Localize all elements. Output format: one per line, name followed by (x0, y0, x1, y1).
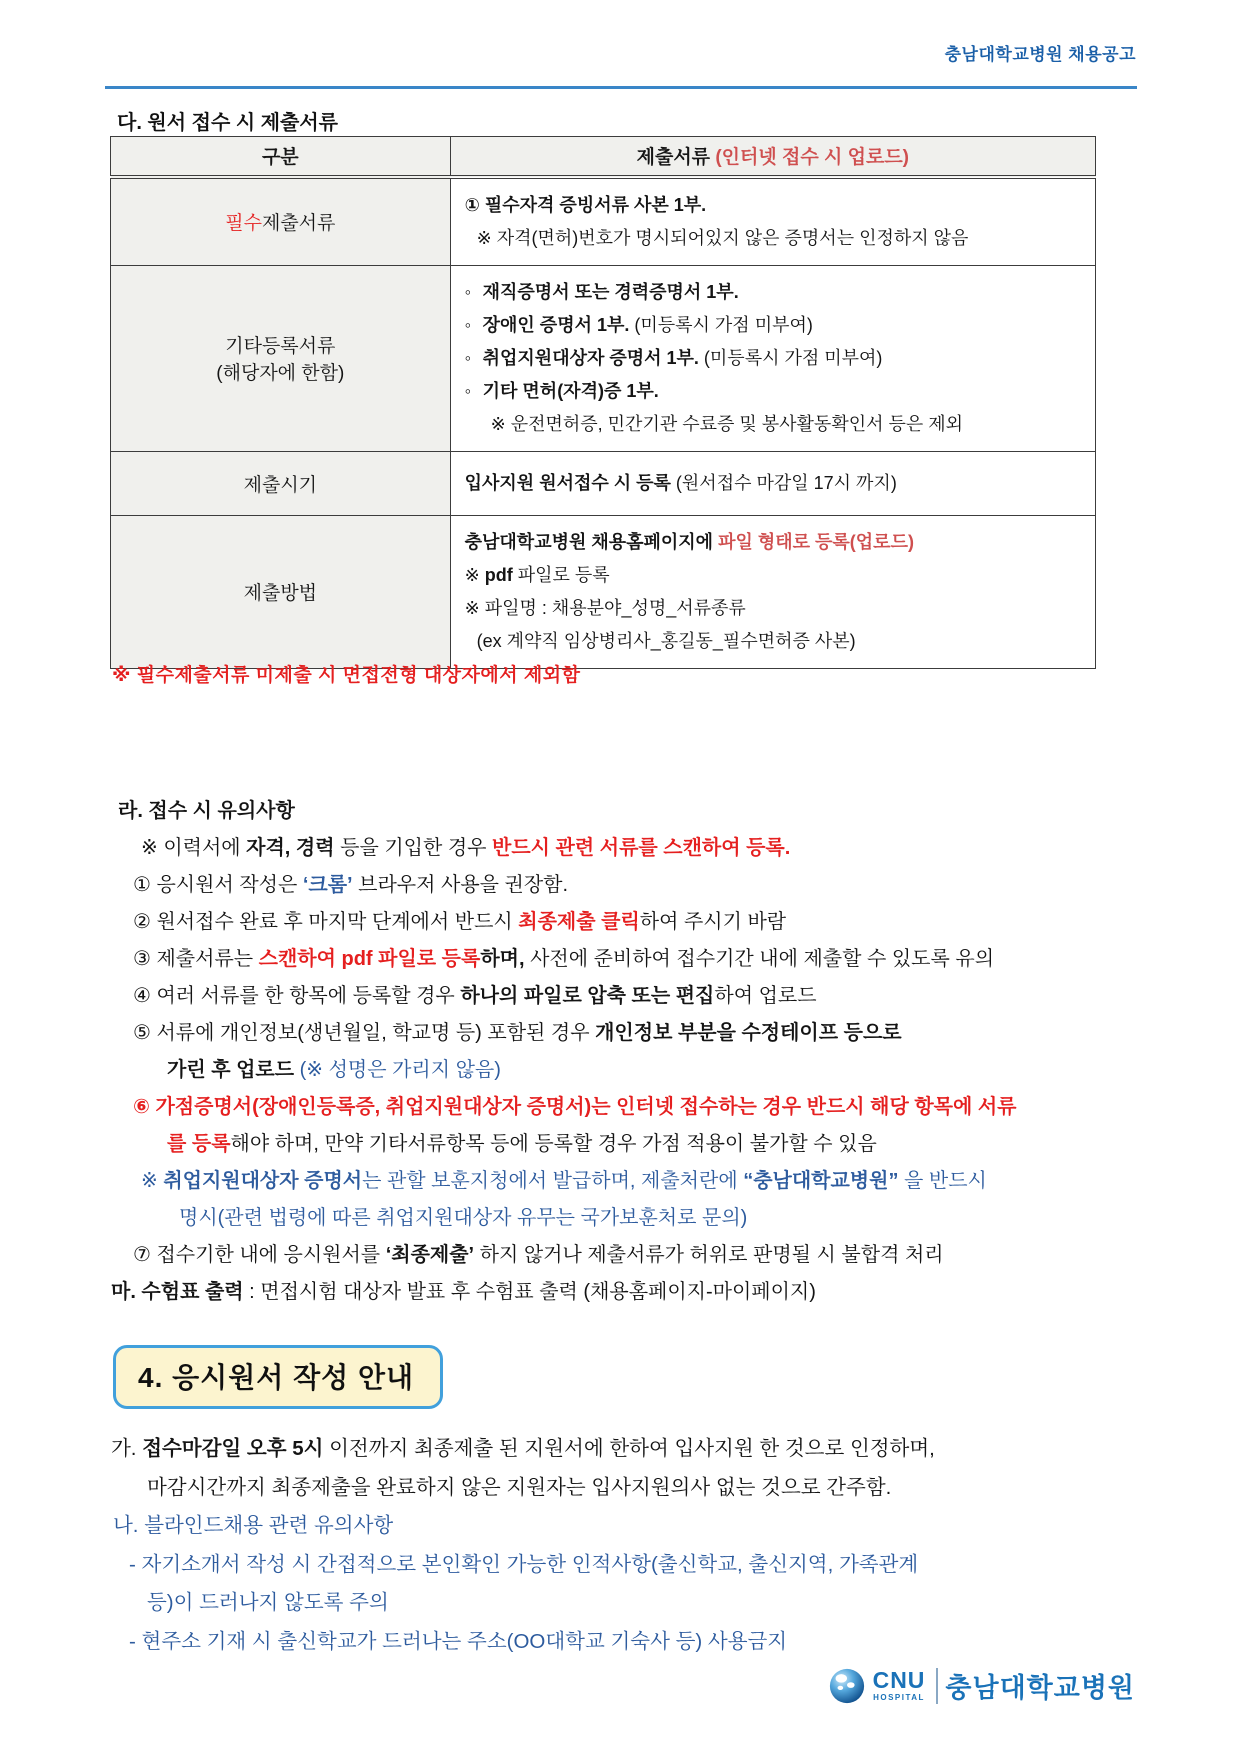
item2-rest: 하여 주시기 바람 (639, 911, 787, 933)
table-row-other-docs (111, 265, 1096, 451)
ra-note2-line2: 명시(관련 법령에 따른 취업지원대상자 유무는 국가보훈처로 문의) (179, 1207, 748, 1229)
submit-time-label-cell: 제출시기 (111, 451, 451, 515)
note1-red: 반드시 관련 서류를 스캔하여 등록. (492, 837, 791, 859)
ra-item1 (105, 867, 1140, 904)
submit-method-content-cell (450, 515, 1095, 668)
note2-mid2: 을 반드시 (898, 1170, 987, 1192)
bullet3-text: 취업지원대상자 증명서 1부. (482, 347, 699, 368)
method-line2-bold: pdf (484, 564, 513, 585)
item7-rest: 하지 않거나 제출서류가 허위로 판명될 시 불합격 처리 (474, 1244, 944, 1266)
method-line1-bold: 충남대학교병원 채용홈페이지에 (464, 531, 719, 552)
ra-item3 (105, 941, 1140, 978)
required-label-rest: 제출서류 (261, 213, 336, 234)
s4-ga-line2: 마감시간까지 최종제출을 완료하지 않은 지원자는 입사지원의사 없는 것으로 간주함. (147, 1475, 892, 1499)
method-line2-rest: 파일로 등록 (512, 564, 610, 585)
ra-item7 (105, 1237, 1140, 1274)
item3-pre: ③ 제출서류는 (133, 948, 259, 970)
other-docs-bullet3 (465, 342, 1081, 375)
header-documents-label: 제출서류 (636, 147, 716, 169)
globe-icon (828, 1667, 866, 1705)
table-header-row (111, 137, 1096, 177)
ra-ma-line (105, 1274, 1140, 1311)
note2-mid1: 는 관할 보훈지청에서 발급하며, 제출처란에 (362, 1170, 744, 1192)
table-header-documents (450, 137, 1095, 177)
item5-pre: ⑤ 서류에 개인정보(생년월일, 학교명 등) 포함된 경우 (133, 1022, 596, 1044)
ma-rest: : 면접시험 대상자 발표 후 수험표 출력 (채용홈페이지-마이페이지) (243, 1281, 816, 1303)
section4-body (105, 1430, 1140, 1661)
other-docs-bullet1 (465, 276, 1081, 309)
required-docs-line2: ※ 자격(면허)번호가 명시되어있지 않은 증명서는 인정하지 않음 (476, 227, 969, 248)
other-docs-label-line1: 기타등록서류 (225, 336, 336, 357)
logo-hospital-text: HOSPITAL (873, 1693, 925, 1702)
note1-mid: 등을 기입한 경우 (334, 837, 493, 859)
required-docs-line1: ① 필수자격 증빙서류 사본 1부. (464, 194, 707, 215)
logo-cnu-text: CNU (872, 1667, 926, 1693)
other-docs-bullet4 (465, 375, 1081, 408)
note2-bold1: 취업지원대상자 증명서 (163, 1170, 363, 1192)
page-header-title: 충남대학교병원 채용공고 (944, 45, 1136, 64)
bullet2-text: 장애인 증명서 1부. (482, 314, 630, 335)
item6-red: 를 등록 (167, 1133, 231, 1155)
other-docs-bullet2 (465, 309, 1081, 342)
section-ra-heading: 라. 접수 시 유의사항 (118, 800, 295, 822)
note1-bold: 자격, 경력 (246, 837, 335, 859)
ga-rest: 이전까지 최종제출 된 지원서에 한하여 입사지원 한 것으로 인정하며, (323, 1437, 935, 1460)
required-docs-label-cell (111, 177, 451, 266)
item5-blue: (※ 성명은 가리지 않음) (299, 1059, 501, 1081)
item1-rest: 브라우저 사용을 권장함. (352, 874, 569, 896)
note2-pre: ※ (141, 1170, 164, 1192)
bullet-icon: ◦ (464, 314, 472, 335)
note1-pre: ※ 이력서에 (141, 837, 247, 859)
ma-bold: 마. 수험표 출력 (111, 1281, 244, 1303)
bullet2-note: (미등록시 가점 미부여) (629, 314, 813, 335)
method-line1-red: 파일 형태로 등록(업로드) (718, 531, 914, 552)
submit-time-bold: 입사지원 원서접수 시 등록 (464, 472, 671, 493)
item2-pre: ② 원서접수 완료 후 마지막 단계에서 반드시 (133, 911, 519, 933)
table-red-note: ※ 필수제출서류 미제출 시 면접전형 대상자에서 제외함 (112, 665, 581, 686)
item7-bold: ‘최종제출’ (385, 1244, 475, 1266)
bullet3-note: (미등록시 가점 미부여) (698, 347, 883, 368)
logo-cnu-block (873, 1669, 926, 1702)
item3-red: 스캔하여 pdf 파일로 등록 (258, 948, 481, 970)
item3-bold: 하며, (480, 948, 525, 970)
ga-pre: 가. (111, 1437, 143, 1460)
submission-documents-table (110, 136, 1096, 669)
ra-item2 (105, 904, 1140, 941)
other-docs-label-cell (111, 265, 451, 451)
section-ra (105, 793, 1140, 1311)
item1-pre: ① 응시원서 작성은 (133, 874, 303, 896)
section4-title-box: 4. 응시원서 작성 안내 (113, 1345, 443, 1409)
item4-pre: ④ 여러 서류를 한 항목에 등록할 경우 (133, 985, 461, 1007)
other-docs-label-line2: (해당자에 한함) (216, 363, 345, 384)
note2-bold2: “충남대학교병원” (743, 1170, 899, 1192)
other-docs-note: ※ 운전면허증, 민간기관 수료증 및 봉사활동확인서 등은 제외 (490, 413, 964, 434)
s4-dash1-line2: 등)이 드러나지 않도록 주의 (147, 1591, 389, 1614)
bullet4-text: 기타 면허(자격)증 1부. (482, 380, 659, 401)
table-header-category: 구분 (111, 137, 451, 177)
ra-note1 (105, 830, 1140, 867)
other-docs-content-cell (450, 265, 1095, 451)
ra-note2-line1 (105, 1163, 1140, 1200)
table-row-submit-time (111, 451, 1096, 515)
header-documents-red-note: (인터넷 접수 시 업로드) (715, 147, 910, 169)
table-row-submit-method (111, 515, 1096, 668)
s4-dash1-line1: - 자기소개서 작성 시 간접적으로 본인확인 가능한 인적사항(출신학교, 출신지역, 가족관계 (129, 1552, 919, 1576)
logo-separator (936, 1668, 938, 1704)
s4-dash2-line: - 현주소 기재 시 출신학교가 드러나는 주소(OO대학교 기숙사 등) 사용금지 (129, 1629, 788, 1653)
hospital-logo (828, 1666, 1135, 1705)
item7-pre: ⑦ 접수기한 내에 응시원서를 (133, 1244, 386, 1266)
bullet1-text: 재직증명서 또는 경력증명서 1부. (482, 281, 739, 302)
item6-rest: 해야 하며, 만약 기타서류항목 등에 등록할 경우 가점 적용이 불가할 수 있음 (230, 1133, 877, 1155)
method-line2-pre: ※ (464, 564, 485, 585)
required-label-red: 필수 (225, 213, 262, 234)
item2-red: 최종제출 클릭 (518, 911, 640, 933)
item5-bold2: 가린 후 업로드 (167, 1059, 300, 1081)
table-row-required-docs (111, 177, 1096, 266)
ra-item5-line1 (105, 1015, 1140, 1052)
bullet-icon: ◦ (464, 347, 472, 368)
submit-time-content-cell (450, 451, 1095, 515)
ra-item4 (105, 978, 1140, 1015)
submit-time-line (465, 467, 1081, 500)
bullet-icon: ◦ (464, 380, 472, 401)
submit-method-line4: (ex 계약직 임상병리사_홍길동_필수면허증 사본) (476, 630, 856, 651)
ra-item6-line1: ⑥ 가점증명서(장애인등록증, 취업지원대상자 증명서)는 인터넷 접수하는 경우 반드시 해당 항목에 서류 (133, 1096, 1017, 1118)
bullet-icon: ◦ (464, 281, 472, 302)
ra-item5-line2 (105, 1052, 1140, 1089)
item3-rest: 사전에 준비하여 접수기간 내에 제출할 수 있도록 유의 (524, 948, 995, 970)
required-docs-content-cell (450, 177, 1095, 266)
submit-time-rest: (원서접수 마감일 17시 까지) (670, 472, 897, 493)
submit-method-line3: ※ 파일명 : 채용분야_성명_서류종류 (464, 597, 746, 618)
ga-bold: 접수마감일 오후 5시 (142, 1437, 324, 1460)
submit-method-label-cell: 제출방법 (111, 515, 451, 668)
item4-bold: 하나의 파일로 압축 또는 편집 (460, 985, 715, 1007)
item1-chrome: ‘크롬’ (302, 874, 353, 896)
s4-ga-line1 (105, 1430, 1140, 1469)
section-da-heading: 다. 원서 접수 시 제출서류 (117, 112, 338, 134)
submit-method-line2 (465, 559, 1081, 592)
header-divider-line (105, 86, 1137, 89)
item5-bold1: 개인정보 부분을 수정테이프 등으로 (595, 1022, 902, 1044)
submit-method-line1 (465, 526, 1081, 559)
ra-item6-line2 (105, 1126, 1140, 1163)
logo-hospital-name: 충남대학교병원 (945, 1673, 1135, 1703)
item4-rest: 하여 업로드 (714, 985, 817, 1007)
s4-na-heading: 나. 블라인드채용 관련 유의사항 (113, 1514, 394, 1537)
